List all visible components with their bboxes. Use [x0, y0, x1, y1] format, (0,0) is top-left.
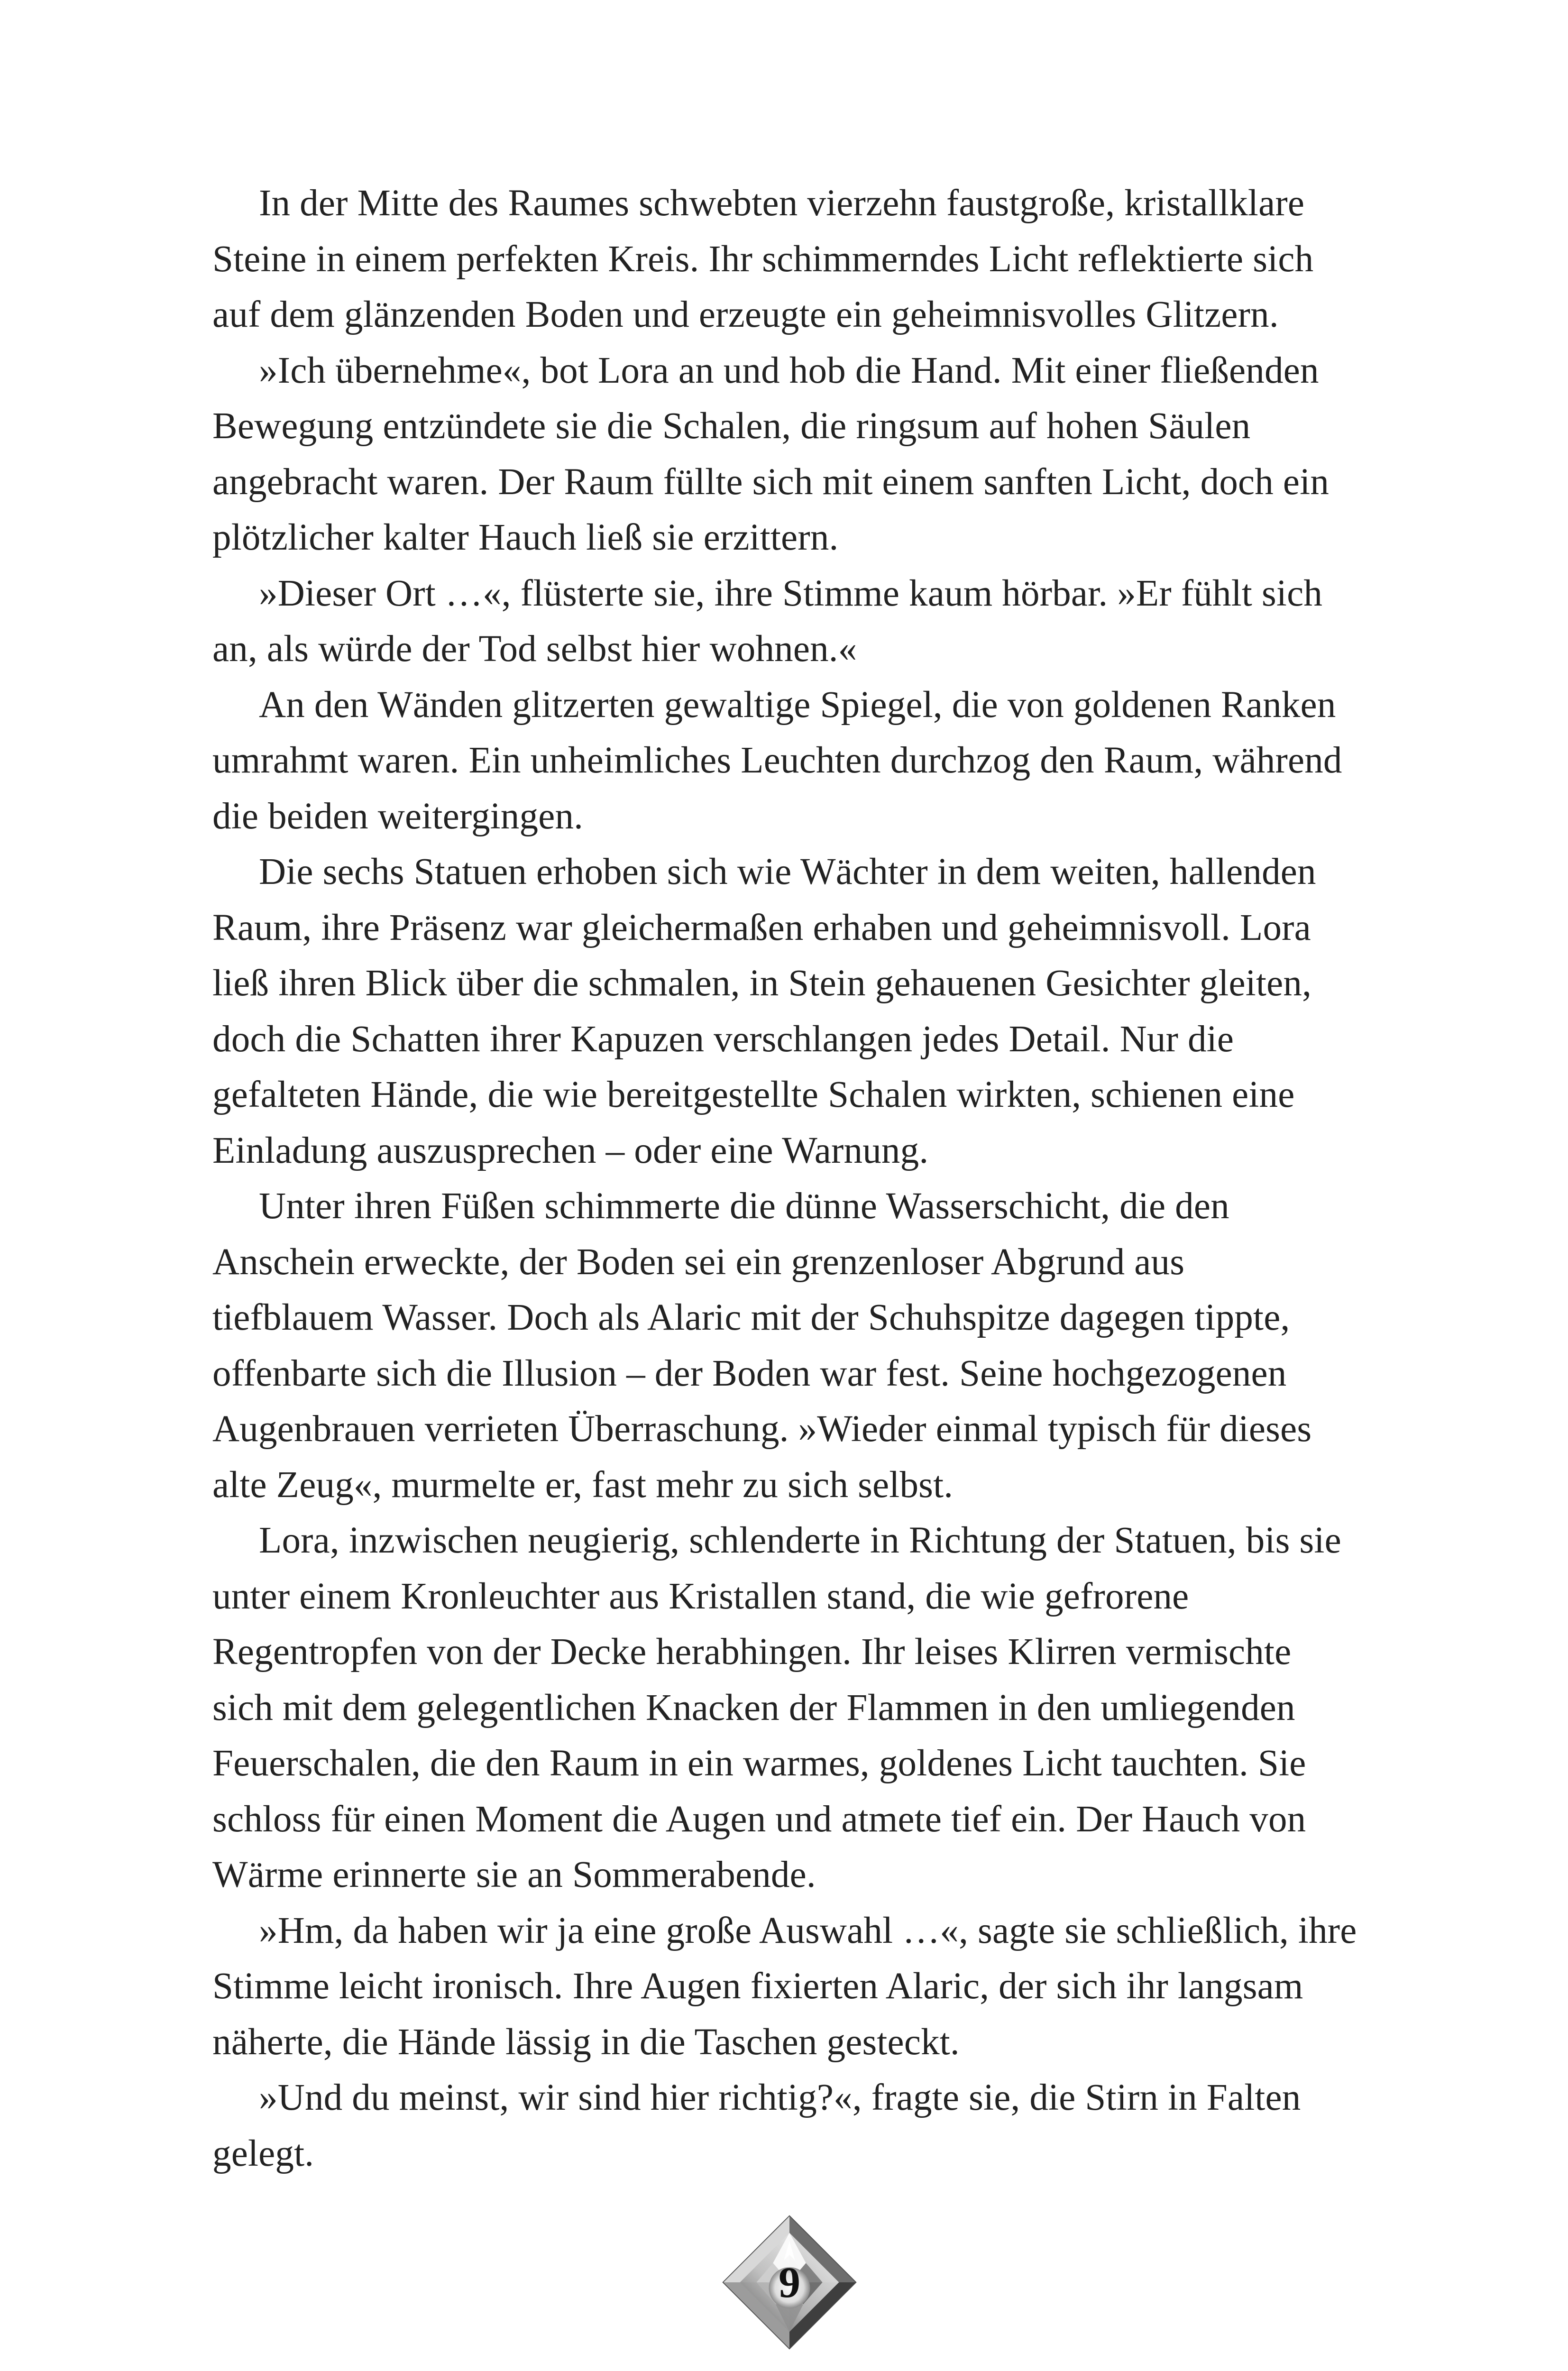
text-line: »Ich übernehme«, bot Lora an und hob die Hand. Mit einer fließenden — [259, 349, 1319, 391]
text-line: sich mit dem gelegentlichen Knacken der Flammen in den umliegenden — [212, 1687, 1295, 1728]
text-line: »Und du meinst, wir sind hier richtig?«, fragte sie, die Stirn in Falten — [259, 2077, 1301, 2118]
text-line: Regentropfen von der Decke herabhingen. Ihr leises Klirren vermischte — [212, 1631, 1292, 1673]
text-line: auf dem glänzenden Boden und erzeugte ein geheimnisvolles Glitzern. — [212, 294, 1279, 335]
text-line: Lora, inzwischen neugierig, schlenderte in Richtung der Statuen, bis sie — [259, 1520, 1341, 1561]
text-line: »Hm, da haben wir ja eine große Auswahl …«, sagte sie schließlich, ihre — [259, 1910, 1357, 1951]
text-line: Einladung auszusprechen – oder eine Warnung. — [212, 1130, 929, 1171]
text-line: Wärme erinnerte sie an Sommerabende. — [212, 1854, 816, 1895]
text-line: doch die Schatten ihrer Kapuzen verschlangen jedes Detail. Nur die — [212, 1018, 1234, 1060]
text-line: Anschein erweckte, der Boden sei ein grenzenloser Abgrund aus — [212, 1241, 1185, 1283]
text-line: plötzlicher kalter Hauch ließ sie erzittern. — [212, 517, 839, 558]
text-line: »Dieser Ort …«, flüsterte sie, ihre Stimme kaum hörbar. »Er fühlt sich — [259, 572, 1323, 614]
text-line: schloss für einen Moment die Augen und atmete tief ein. Der Hauch von — [212, 1798, 1306, 1840]
text-line: Steine in einem perfekten Kreis. Ihr schimmerndes Licht reflektierte sich — [212, 238, 1314, 280]
body-text — [212, 175, 1374, 2181]
text-line: die beiden weitergingen. — [212, 795, 584, 837]
text-line: unter einem Kronleuchter aus Kristallen stand, die wie gefrorene — [212, 1575, 1189, 1617]
text-line: umrahmt waren. Ein unheimliches Leuchten durchzog den Raum, während — [212, 740, 1342, 781]
text-line: Die sechs Statuen erhoben sich wie Wächter in dem weiten, hallenden — [259, 851, 1316, 892]
text-line: alte Zeug«, murmelte er, fast mehr zu sich selbst. — [212, 1464, 954, 1506]
text-line: näherte, die Hände lässig in die Taschen gesteckt. — [212, 2021, 960, 2063]
page-number: 9 — [779, 2258, 800, 2307]
text-line: An den Wänden glitzerten gewaltige Spiegel, die von goldenen Ranken — [259, 684, 1336, 726]
text-line: Augenbrauen verrieten Überraschung. »Wieder einmal typisch für dieses — [212, 1408, 1312, 1450]
text-line: gelegt. — [212, 2132, 314, 2174]
text-line: angebracht waren. Der Raum füllte sich mit einem sanften Licht, doch ein — [212, 461, 1330, 503]
text-line: Unter ihren Füßen schimmerte die dünne Wasserschicht, die den — [259, 1186, 1229, 1227]
text-line: Bewegung entzündete sie die Schalen, die ringsum auf hohen Säulen — [212, 405, 1251, 447]
text-line: Raum, ihre Präsenz war gleichermaßen erhaben und geheimnisvoll. Lora — [212, 907, 1311, 948]
text-line: Feuerschalen, die den Raum in ein warmes, goldenes Licht tauchten. Sie — [212, 1743, 1306, 1784]
text-line: tiefblauem Wasser. Doch als Alaric mit der Schuhspitze dagegen tippte, — [212, 1297, 1290, 1338]
text-line: Stimme leicht ironisch. Ihre Augen fixierten Alaric, der sich ihr langsam — [212, 1966, 1303, 2007]
text-line: an, als würde der Tod selbst hier wohnen.« — [212, 628, 857, 670]
text-line: gefalteten Hände, die wie bereitgestellte Schalen wirkten, schienen eine — [212, 1074, 1295, 1115]
text-line: ließ ihren Blick über die schmalen, in Stein gehauenen Gesichter gleiten, — [212, 963, 1312, 1004]
text-line: In der Mitte des Raumes schwebten vierzehn faustgroße, kristallklare — [259, 183, 1305, 224]
text-line: offenbarte sich die Illusion – der Boden war fest. Seine hochgezogenen — [212, 1352, 1287, 1394]
